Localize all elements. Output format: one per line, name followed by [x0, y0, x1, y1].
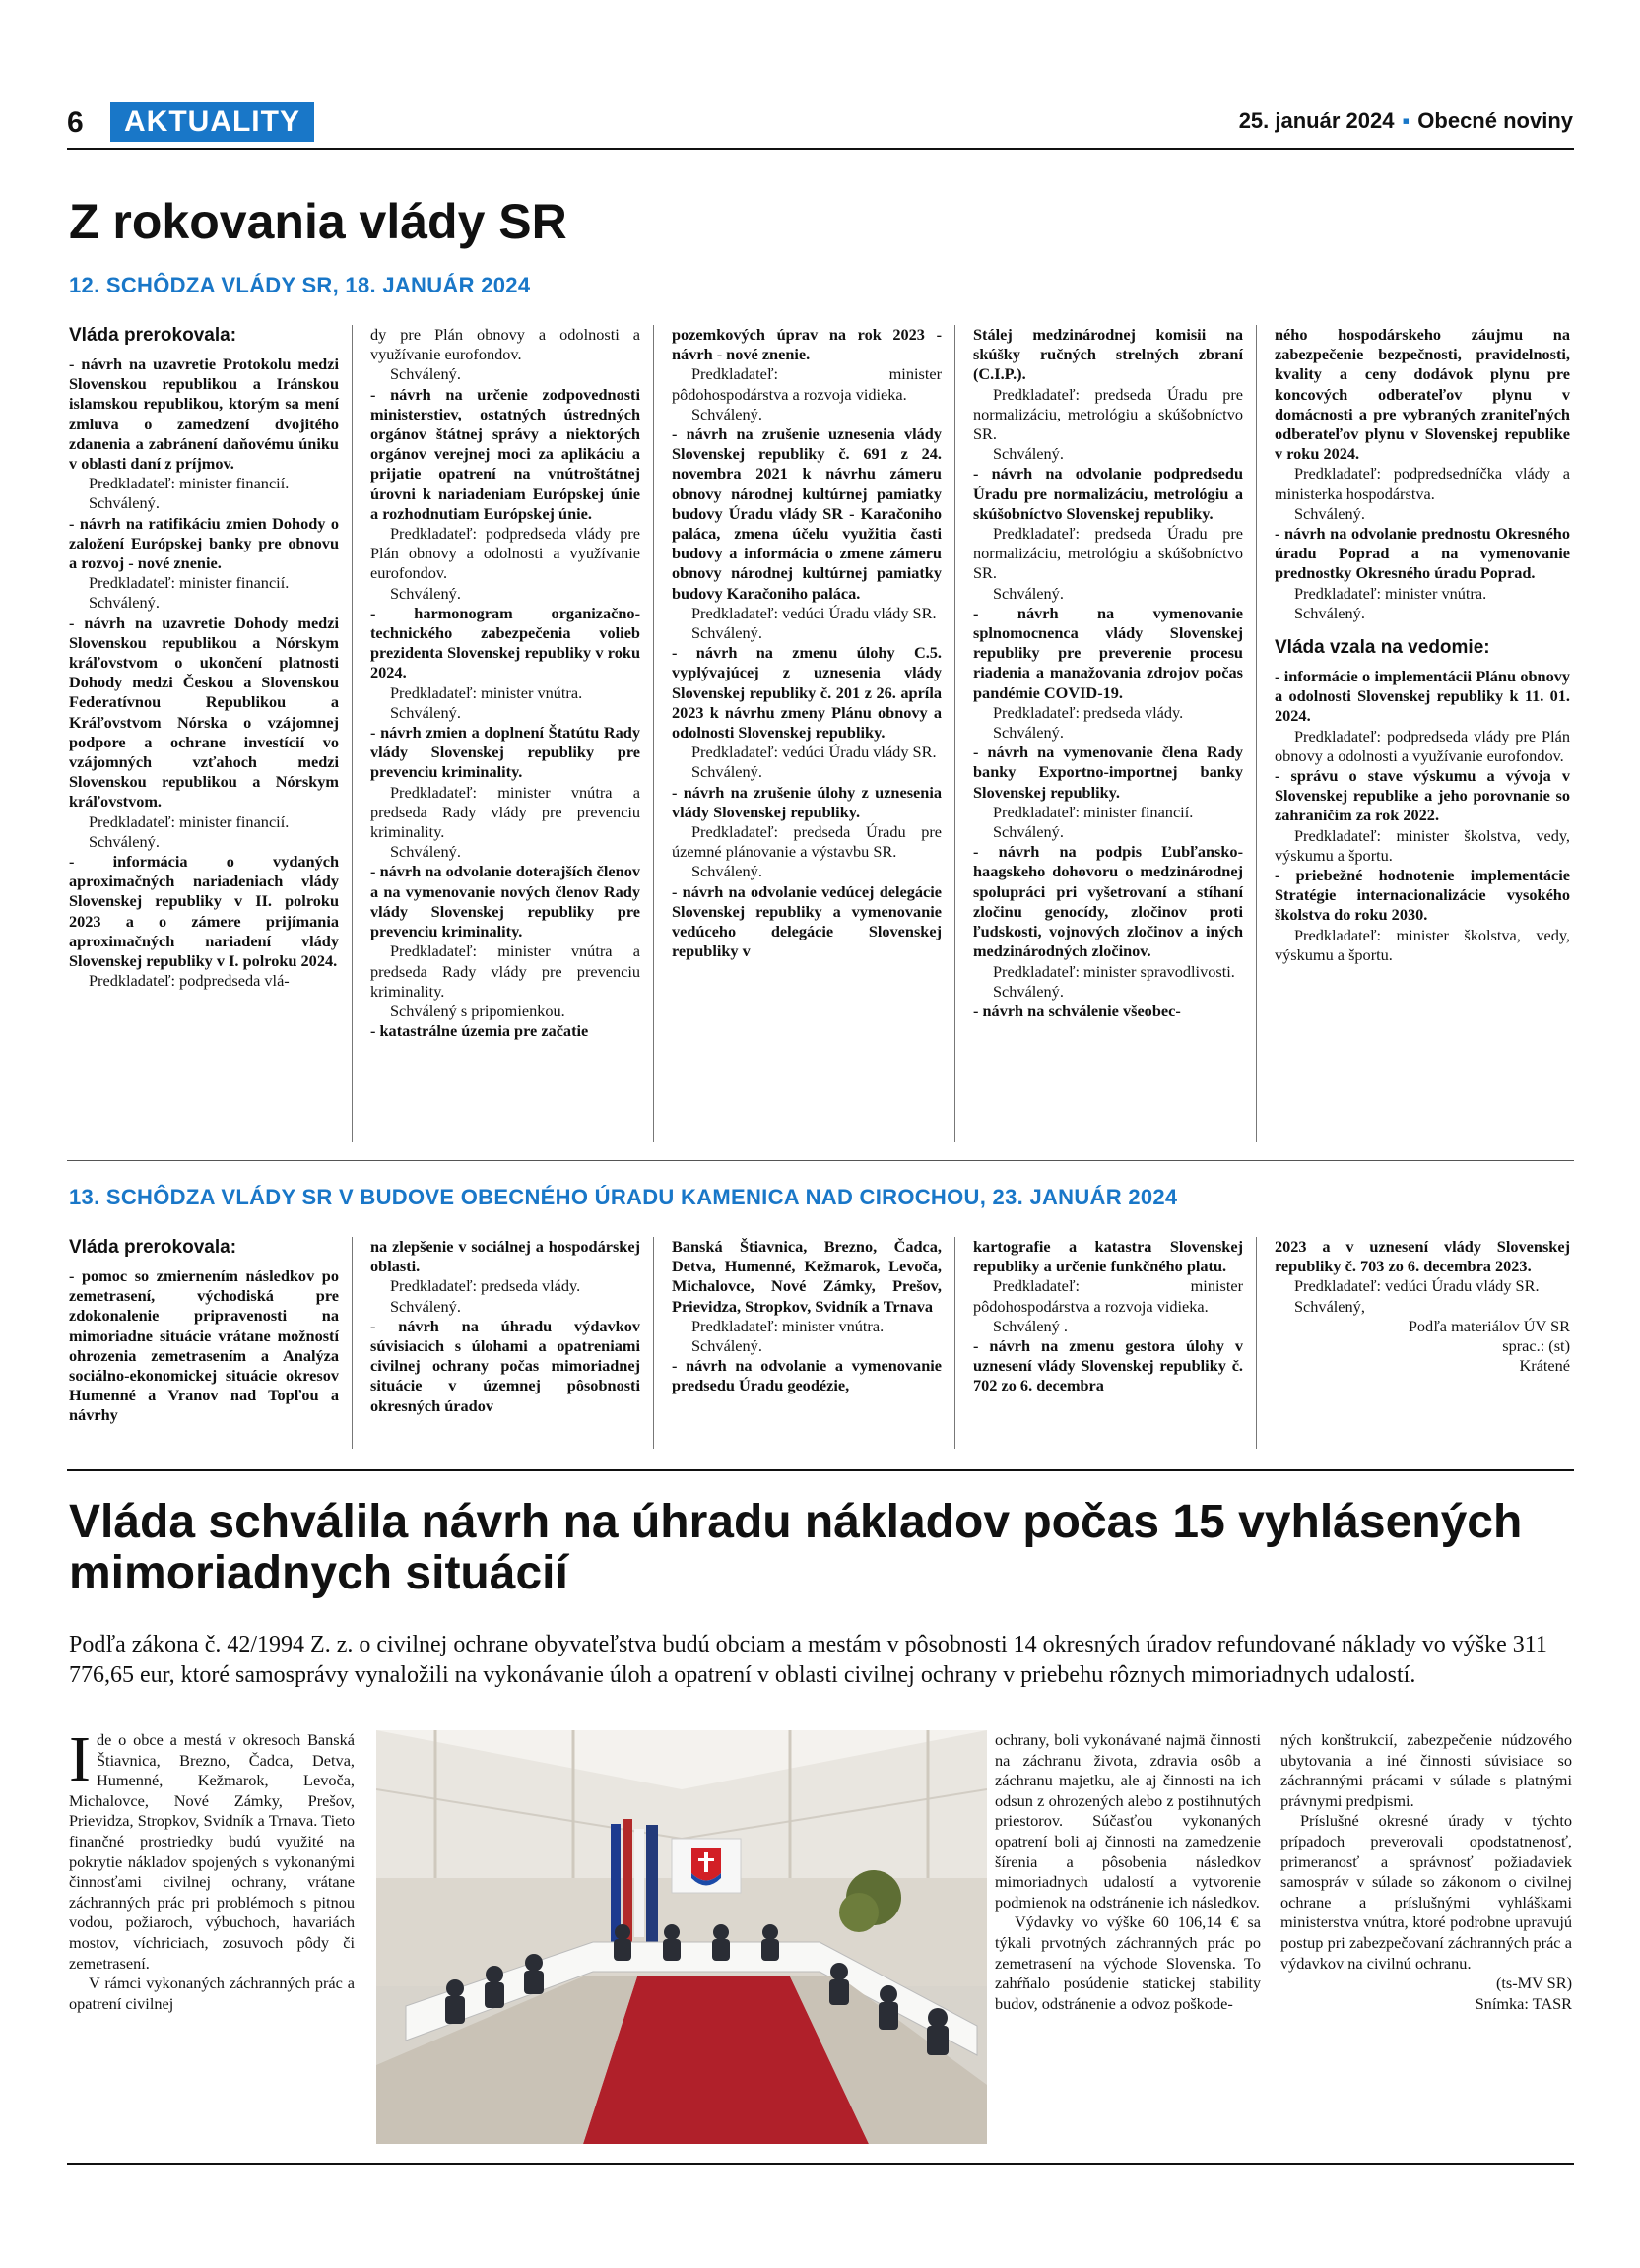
status: Schválený.	[691, 1336, 762, 1356]
section-heading: Vláda prerokovala:	[69, 325, 237, 346]
session-13-column-1	[69, 1237, 339, 1426]
session-12-column-4	[973, 325, 1243, 1021]
issue-date: 25. január 2024	[1238, 108, 1395, 133]
agenda-item: - návrh na schválenie všeobec-	[973, 1001, 1181, 1020]
status: Schválený.	[390, 842, 461, 862]
text-continuation: pozemkových úprav na rok 2023 - návrh - nové znenie.	[672, 325, 942, 364]
agenda-item: - informácie o implementácii Plánu obnovy a odolnosti Slovenskej republiky k 11. 01. 2024.	[1275, 667, 1570, 726]
article-2-column-3	[995, 1730, 1261, 2014]
submitter: Predkladateľ: vedúci Úradu vlády SR.	[691, 743, 937, 762]
text-continuation: Banská Štiavnica, Brezno, Čadca, Detva, Humenné, Kežmarok, Levoča, Michalovce, Nové Zámky, Prešov, Prievidza, Stropkov, Svidník a Trnava	[672, 1237, 942, 1316]
page-number: 6	[67, 106, 84, 139]
agenda-item: - návrh na odvolanie podpredsedu Úradu pre normalizáciu, metrológiu a skúšobníctvo Slovenskej republiky.	[973, 464, 1243, 523]
agenda-item: - návrh na určenie zodpovednosti ministerstiev, ostatných ústredných orgánov štátnej správy a niektorých orgánov verejnej moci za aplikáciu a prijatie opatrení na vnútroštátnej úrovni k nariadeniam Európskej únie a rozhodnutiam Európskej únie.	[370, 384, 640, 523]
submitter: Predkladateľ: minister pôdohospodárstva a rozvoja vidieka.	[672, 364, 942, 404]
agenda-item: - návrh na odvolanie vedúcej delegácie Slovenskej republiky a vymenovanie vedúceho delegácie Slovenskej republiky v	[672, 881, 942, 961]
paragraph: V rámci vykonaných záchranných prác a opatrení civilnej	[69, 1974, 355, 2013]
author-credit: sprac.: (st)	[1502, 1336, 1570, 1356]
submitter: Predkladateľ: minister vnútra a predseda Rady vlády pre prevenciu kriminality.	[370, 782, 640, 842]
agenda-item: - harmonogram organizačno-technického zabezpečenia volieb prezidenta Slovenskej republiky v roku 2024.	[370, 603, 640, 682]
paragraph: ných konštrukcií, zabezpečenie núdzového ubytovania a iné činnosti súvisiace so záchrannými prácami v súlade s platnými právnymi predpismi.	[1280, 1730, 1572, 1810]
agenda-item: - návrh na podpis Ľubľansko-haagskeho dohovoru o medzinárodnej spolupráci pri vyšetrovaní a stíhaní zločinu genocídy, zločinov proti ľudskosti, vojnových zločinov a iných medzinárodných zločinov.	[973, 842, 1243, 961]
agenda-item: - návrh na odvolanie a vymenovanie predsedu Úradu geodézie,	[672, 1356, 942, 1395]
session-12-column-5	[1275, 325, 1570, 965]
status: Schválený.	[691, 623, 762, 643]
agenda-item: - informácia o vydaných aproximačných nariadeniach vlády Slovenskej republiky v II. polroku 2023 a o zámere prijímania aproximačných nariadení vlády Slovenskej republiky v I. polroku 2024.	[69, 852, 339, 971]
agenda-item: - návrh na vymenovanie splnomocnenca vlády Slovenskej republiky pre preverenie procesu riadenia a manažovania zdrojov počas pandémie COVID-19.	[973, 603, 1243, 702]
session-12-column-1	[69, 325, 339, 992]
status: Schválený,	[1294, 1296, 1365, 1316]
submitter: Predkladateľ: podpredsedníčka vlády a ministerka hospodárstva.	[1275, 464, 1570, 503]
submitter: Predkladateľ: minister financií.	[993, 802, 1194, 821]
session-12-column-3	[672, 325, 942, 962]
status: Schválený.	[1294, 603, 1365, 622]
issue-info	[1239, 108, 1573, 134]
text-continuation: Stálej medzinárodnej komisii na skúšky ručných strelných zbraní (C.I.P.).	[973, 325, 1243, 384]
text-continuation: 2023 a v uznesení vlády Slovenskej republiky č. 703 zo 6. decembra 2023.	[1275, 1237, 1570, 1276]
column-divider	[1256, 1237, 1257, 1449]
status: Schválený.	[993, 822, 1064, 842]
status: Schválený.	[993, 444, 1064, 464]
meeting-hall-illustration	[376, 1730, 987, 2144]
header-rule	[67, 148, 1574, 150]
agenda-item: - pomoc so zmiernením následkov po zemetrasení, východiská pre zdokonalenie pripravenosti na mimoriadne situácie vrátane možností ohrozenia zemetrasením a Analýza sociálno-ekonomickej situácie okresov Humenné a Vranov nad Topľou a návrhy	[69, 1266, 339, 1425]
agenda-item: - návrh na úhradu výdavkov súvisiacich s úlohami a opatreniami civilnej ochrany počas mimoriadnej situácie v územnej pôsobnosti okresných úradov	[370, 1316, 640, 1415]
submitter: Predkladateľ: minister vnútra.	[1294, 583, 1487, 603]
submitter: Predkladateľ: predseda vlády.	[993, 702, 1184, 722]
submitter: Predkladateľ: minister financií.	[89, 474, 290, 493]
submitter: Predkladateľ: minister školstva, vedy, výskumu a športu.	[1275, 825, 1570, 865]
column-divider	[954, 325, 955, 1142]
status: Schválený.	[993, 981, 1064, 1001]
column-divider	[653, 1237, 654, 1449]
text-continuation: dy pre Plán obnovy a odolnosti a využívanie eurofondov.	[370, 325, 640, 364]
paragraph: Výdavky vo výške 60 106,14 € sa týkali prvotných záchranných prác po zemetrasení na východe Slovenska. To zahŕňalo posúdenie statickej stability budov, odstránenie a odvoz poškode-	[995, 1912, 1261, 2013]
section-label: AKTUALITY	[110, 102, 314, 142]
submitter: Predkladateľ: predseda Úradu pre normalizáciu, metrológiu a skúšobníctvo SR.	[973, 384, 1243, 444]
text-continuation: kartografie a katastra Slovenskej republiky a určenie funkčného platu.	[973, 1237, 1243, 1276]
submitter: Predkladateľ: minister pôdohospodárstva a rozvoja vidieka.	[973, 1276, 1243, 1316]
agenda-item: - návrh zmien a doplnení Štatútu Rady vlády Slovenskej republiky pre prevenciu kriminality.	[370, 723, 640, 782]
status: Schválený.	[390, 1296, 461, 1316]
submitter: Predkladateľ: minister financií.	[89, 811, 290, 831]
status: Schválený.	[390, 364, 461, 384]
status: Schválený.	[390, 702, 461, 722]
author-credit: (ts-MV SR)	[1495, 1974, 1572, 1993]
agenda-item: - návrh na ratifikáciu zmien Dohody o založení Európskej banky pre obnovu a rozvoj - nové znenie.	[69, 513, 339, 573]
column-divider	[352, 325, 353, 1142]
session-13-column-3	[672, 1237, 942, 1396]
status: Schválený.	[993, 583, 1064, 603]
agenda-item: - priebežné hodnotenie implementácie Stratégie internacionalizácie vysokého školstva do roku 2030.	[1275, 866, 1570, 925]
submitter: Predkladateľ: vedúci Úradu vlády SR.	[691, 603, 937, 622]
paragraph: de o obce a mestá v okresoch Banská Štiavnica, Brezno, Čadca, Detva, Humenné, Kežmarok, Levoča, Michalovce, Nové Zámky, Prešov, Prievidza, Stropkov, Svidník a Trnava. Tieto finančné prostriedky budú využité na pokrytie nákladov spojených s vykonanými činnosťami civilnej ochrany, vrátane záchranných prác pri problémoch s pitnou vodou, požiaroch, výbuchoch, havariách mostov, víchriciach, zosuvoch pôdy či zemetrasení.	[69, 1730, 355, 1973]
submitter: Predkladateľ: minister financií.	[89, 573, 290, 593]
article-separator-rule	[67, 1469, 1574, 1471]
agenda-item: - návrh na zrušenie úlohy z uznesenia vlády Slovenskej republiky.	[672, 782, 942, 821]
paragraph: ochrany, boli vykonávané najmä činnosti na záchranu života, zdravia osôb a záchranu majetku, ale aj činnosti na ich odsun z ohrozených alebo z postihnutých priestorov. Súčasťou vykonaných opatrení boli aj činnosti na zamedzenie šírenia a pôsobenia následkov mimoriadnych udalostí a vytvorenie podmienok na odstránenie ich následkov.	[995, 1730, 1261, 1912]
submitter: Predkladateľ: minister spravodlivosti.	[993, 961, 1235, 981]
text-continuation: na zlepšenie v sociálnej a hospodárskej oblasti.	[370, 1237, 640, 1276]
article-2-column-1	[69, 1723, 355, 2014]
text-continuation: ného hospodárskeho záujmu na zabezpečenie bezpečnosti, pravidelnosti, kvality a ceny dodávok plynu pre koncových odberateľov plynu v domácnosti a pre vybraných zraniteľných odberateľov plynu v Slovenskej republike v roku 2024.	[1275, 325, 1570, 464]
session-12-column-2	[370, 325, 640, 1041]
column-divider	[352, 1237, 353, 1449]
government-meeting-photo	[376, 1730, 987, 2144]
status: Schválený.	[993, 723, 1064, 743]
drop-cap: I	[69, 1723, 91, 1795]
submitter: Predkladateľ: predseda Úradu pre normalizáciu, metrológiu a skúšobníctvo SR.	[973, 524, 1243, 583]
submitter: Predkladateľ: podpredseda vlády pre Plán obnovy a odolnosti a využívanie eurofondov.	[370, 524, 640, 583]
submitter: Predkladateľ: podpredseda vlá-	[89, 971, 290, 991]
column-divider	[954, 1237, 955, 1449]
agenda-item: - návrh na vymenovanie člena Rady banky Exportno-importnej banky Slovenskej republiky.	[973, 743, 1243, 802]
submitter: Predkladateľ: minister vnútra.	[691, 1316, 885, 1335]
status: Schválený.	[1294, 503, 1365, 523]
submitter: Predkladateľ: predseda Úradu pre územné plánovanie a výstavbu SR.	[672, 822, 942, 862]
status: Schválený .	[993, 1316, 1068, 1335]
separator-dot: ▪	[1402, 108, 1410, 133]
paragraph: Príslušné okresné úrady v týchto prípadoch preverovali opodstatnenosť, primeranosť a správnosť požiadaviek samospráv v súlade so zákonom o civilnej ochrane a príslušnými vyhláškami ministerstva vnútra, ktoré podrobne upravujú postup pri zabezpečovaní záchranných prác a výdavkov na civilnú ochranu.	[1280, 1811, 1572, 1973]
section-rule	[67, 1160, 1574, 1161]
submitter: Predkladateľ: vedúci Úradu vlády SR.	[1294, 1276, 1540, 1296]
column-divider	[653, 325, 654, 1142]
agenda-item: - návrh na uzavretie Protokolu medzi Slovenskou republikou a Iránskou islamskou republikou, ktorým sa mení zmluva o zamedzení dvojitého zdanenia a zabránení daňovému úniku v oblasti daní z príjmov.	[69, 355, 339, 474]
submitter: Predkladateľ: minister školstva, vedy, výskumu a športu.	[1275, 925, 1570, 964]
agenda-item: - návrh na odvolanie doterajších členov a na vymenovanie nových členov Rady vlády Slovenskej republiky pre prevenciu kriminality.	[370, 862, 640, 941]
article-2-lead: Podľa zákona č. 42/1994 Z. z. o civilnej ochrane obyvateľstva budú obciam a mestám v pôsobnosti 14 okresných úradov refundované náklady vo výške 311 776,65 eur, ktoré samosprávy vynaložili na vykonávanie úloh a opatrení v oblasti civilnej ochrany v priebehu rôznych mimoriadnych udalostí.	[69, 1632, 1547, 1688]
photo-credit: Snímka: TASR	[1475, 1993, 1572, 2013]
status: Schválený.	[89, 493, 160, 513]
source-credit: Podľa materiálov ÚV SR	[1408, 1316, 1570, 1335]
column-divider	[1256, 325, 1257, 1142]
status: Schválený.	[89, 593, 160, 613]
agenda-item: - katastrálne územia pre začatie	[370, 1021, 589, 1041]
status: Schválený.	[691, 404, 762, 423]
submitter: Predkladateľ: minister vnútra.	[390, 682, 583, 702]
session-13-column-4	[973, 1237, 1243, 1396]
status: Schválený.	[89, 831, 160, 851]
footer-rule	[67, 2163, 1574, 2165]
status: Schválený.	[691, 862, 762, 881]
agenda-item: - návrh na zmenu gestora úlohy v uznesení vlády Slovenskej republiky č. 702 zo 6. decembra	[973, 1336, 1243, 1395]
submitter: Predkladateľ: minister vnútra a predseda Rady vlády pre prevenciu kriminality.	[370, 941, 640, 1001]
edit-note: Krátené	[1519, 1356, 1570, 1376]
status: Schválený s pripomienkou.	[390, 1001, 565, 1020]
agenda-item: - návrh na zmenu úlohy C.5. vyplývajúcej z uznesenia vlády Slovenskej republiky č. 201 z 26. apríla 2023 k návrhu zmeny Plánu obnovy a odolnosti Slovenskej republiky.	[672, 643, 942, 743]
session-12-subtitle: 12. SCHÔDZA VLÁDY SR, 18. JANUÁR 2024	[69, 273, 531, 297]
agenda-item: - návrh na zrušenie uznesenia vlády Slovenskej republiky č. 691 z 24. novembra 2021 k návrhu zámeru obnovy národnej kultúrnej pamiatky budovy Úradu vlády SR - Karačoniho paláca, zmena účelu využitia časti budovy a informácia o zmene zámeru obnovy národnej kultúrnej pamiatky budovy Karačoniho paláca.	[672, 424, 942, 603]
article-2-title: Vláda schválila návrh na úhradu nákladov počas 15 vyhlásených mimoriadnych situácií	[69, 1496, 1523, 1599]
session-13-column-5	[1275, 1237, 1570, 1376]
status: Schválený.	[691, 762, 762, 782]
section-heading: Vláda vzala na vedomie:	[1275, 637, 1490, 659]
session-13-column-2	[370, 1237, 640, 1416]
submitter: Predkladateľ: podpredseda vlády pre Plán obnovy a odolnosti a využívanie eurofondov.	[1275, 726, 1570, 765]
status: Schválený.	[390, 583, 461, 603]
article-title: Z rokovania vlády SR	[69, 194, 567, 249]
agenda-item: - správu o stave výskumu a vývoja v Slovenskej republike a jeho porovnanie so zahraničím za rok 2022.	[1275, 766, 1570, 825]
agenda-item: - návrh na odvolanie prednostu Okresného úradu Poprad a na vymenovanie prednostky Okresného úradu Poprad.	[1275, 524, 1570, 583]
submitter: Predkladateľ: predseda vlády.	[390, 1276, 581, 1296]
session-13-subtitle: 13. SCHÔDZA VLÁDY SR V BUDOVE OBECNÉHO ÚRADU KAMENICA NAD CIROCHOU, 23. JANUÁR 2024	[69, 1185, 1178, 1209]
agenda-item: - návrh na uzavretie Dohody medzi Slovenskou republikou a Nórskym kráľovstvom o ukončení platnosti Dohody medzi Českou a Slovenskou Federatívnou Republikou a Kráľovstvom Nórska o vzájomnej podpore a ochrane investícií vo vzájomných vzťahoch medzi Slovenskou republikou a Nórskym kráľovstvom.	[69, 613, 339, 811]
article-2-column-4	[1280, 1730, 1572, 2014]
section-heading: Vláda prerokovala:	[69, 1237, 237, 1258]
publication-name: Obecné noviny	[1417, 108, 1573, 133]
